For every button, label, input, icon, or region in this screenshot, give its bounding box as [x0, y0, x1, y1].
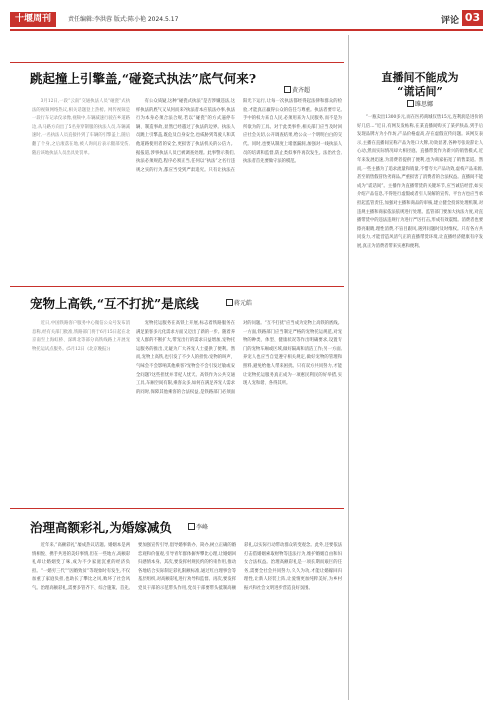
- column-divider: [348, 35, 349, 700]
- article-byline: [284, 85, 310, 94]
- sidebar-column: [357, 114, 483, 698]
- article-lead: 近日,中国铁路客户服务中心微信公众号发布消息称,经有关部门批准,铁路部门将于6月15日起在北京南至上海虹桥、深圳北等部分高铁线路上开展宠物托运试点服务。(5月12日《北京晚报》): [32, 321, 130, 352]
- article-column: [136, 320, 342, 498]
- author-marker-icon: [226, 299, 233, 306]
- article-column: [32, 98, 130, 270]
- section-name: 评论: [440, 16, 459, 26]
- page-header: [0, 0, 491, 32]
- page-number: 03: [462, 10, 483, 26]
- article-divider: [10, 62, 344, 63]
- article-author: 蒋元皓: [234, 300, 253, 307]
- article-lead: 3月12日,一段“云南”交通执法人员“碰瓷”式执法的视频网络热议,相关话题登上热榜。网传视频是一段行车记录仪录像,视频中,车辆减速行驶在乡道路边,从马路方向出了5名身穿制服的执法人员,车辆减速时,一名执法人员直接扑到了车辆的引擎盖上,随后翻了个身,之后滚落在地,被人询问后表示腿部受伤,随后该地执法人员出具处罚单。: [32, 99, 130, 156]
- article-divider: [10, 508, 344, 509]
- article-body: 近年来,“高额彩礼”屡成热议话题。婚姻本是两情相悦、携手共进的美好事情,但在一些地方,高额彩礼却让婚姻变了味,成为不少家庭沉重的经济负担。“一婚穷三代”“因婚致贫”等现象时有发生,不仅加重了家庭负担,也助长了攀比之风,败坏了社会风气。治理高额彩礼,需要多管齐下、综合施策。首先,要加强宣传引导,倡导婚事新办、简办,树立正确的婚恋观和价值观,引导青年群体摒弃攀比心理,让婚姻回归感情本身。其次,要发挥村规民约的约束作用,推动各地结合实际制定彩礼限额标准,通过红白理事会等基层组织,对高额彩礼进行劝导和监督。再次,要发挥党员干部的示范带头作用,党员干部要带头抵制高额彩礼,以实际行动带动群众转变观念。此外,还要依法打击借婚姻索取财物等违法行为,维护婚姻自由和妇女合法权益。治理高额彩礼是一项长期而艰巨的任务,需要全社会共同努力,久久为功,才能让婚嫁回归理性,让新人轻装上阵,让爱情更加纯粹美好,为乡村振兴和社会文明进步营造良好氛围。: [32, 543, 342, 591]
- article-title: 宠物上高铁,“互不打扰”是底线: [30, 296, 199, 311]
- article-author: 李峰: [196, 524, 209, 531]
- header-rule: [10, 29, 483, 31]
- article-divider: [10, 286, 344, 287]
- article-byline: [188, 522, 208, 531]
- article-title: 治理高额彩礼,为婚嫁减负: [30, 520, 172, 535]
- editor-credits: 责任编辑:李洪蓉 版式:陈小艳 2024.5.17: [68, 16, 179, 23]
- article-author: 黄齐超: [292, 87, 311, 94]
- author-marker-icon: [188, 523, 195, 530]
- article-column: [136, 98, 342, 270]
- sidebar-title-line1: 直播间不能成为: [381, 71, 459, 84]
- author-marker-icon: [407, 100, 414, 107]
- article-byline: [226, 298, 252, 307]
- article-column: [32, 320, 130, 498]
- author-marker-icon: [284, 86, 291, 93]
- article-column: [32, 542, 342, 700]
- sidebar-body: “一瓶卖出1300多元,而在医药商城仅售15元,连利润是进价的好几倍…”近日,有网友发帖称,在某直播间购买了某护肤品,到手后发现品牌方为小作坊,产品价格虚高,存在虚假宣传问题。该网友表示,主播在直播间宣称产品为进口大牌,功效显著,各种夸张说辞让人心动,然而实际情况却大相径庭。直播带货作为新兴的销售模式,近年来发展迅速,为消费者提供了便利,也为商家拓宽了销售渠道。然而,一些主播为了追求流量和销量,不惜夸大产品功效,虚构产品来源,甚至销售假冒伪劣商品,严重损害了消费者的合法权益。直播间不能成为“谎话间”。主播作为直播带货的关键环节,应当诚信经营,如实介绍产品信息,不得进行虚假或者引人误解的宣传。平台方也应当承担起监管责任,加强对主播和商品的审核,建立健全投诉处理机制,对违规主播和商家依法依规进行处理。监管部门要加大执法力度,对直播带货中的违法违规行为进行严厉打击,形成有效震慑。消费者也要擦亮眼睛,理性消费,不盲目跟风,遇到问题时及时维权。只有各方共同发力,才能营造风清气正的直播带货环境,让直播经济健康有序发展,真正为消费者带来实惠和便利。: [357, 115, 483, 249]
- newspaper-logo: 十堰周刊: [10, 12, 56, 27]
- article-body: 宠物托运服务在高铁上开展,标志着铁路服务在满足旅客多元化需求方面又迈出了新的一步。随着养宠人群的不断扩大,带宠出行的需求日益增加,宠物托运服务的推出,无疑为广大养宠人士提供了便利。然而,宠物上高铁,也引发了不少人的担忧:宠物的叫声、气味会不会影响其他乘客?宠物会不会引发过敏或安全问题?这些担忧并非杞人忧天。高铁作为公共交通工具,车厢空间有限,乘客众多,如何在满足养宠人需求的同时,保障其他乘客的合法权益,是铁路部门必须面对的问题。“互不打扰”应当成为宠物上高铁的底线。一方面,铁路部门应当制定严格的宠物托运规范,对宠物的种类、体型、健康状况等作出明确要求,设置专门的宠物车厢或区域,做好隔离和清洁工作;另一方面,养宠人也应当自觉遵守相关规定,做好宠物的管理和照料,避免给他人带来困扰。只有双方共同努力,才能让宠物托运服务真正成为一项惠民利民的好举措,实现人宠和谐、各得其所。: [136, 321, 342, 395]
- sidebar-author: 雎思娜: [414, 101, 433, 108]
- article-title: 跳起撞上引擎盖,“碰瓷式执法”底气何来?: [30, 71, 257, 86]
- sidebar-byline: [355, 99, 485, 108]
- article-body: 有公众质疑,这种“碰瓷式执法”是否涉嫌违法,这样执法的底气又从何而来?执法者本应依法办事,执法行为本身必须合法合规,若以“碰瓷”的方式逼停车辆、制造事故,显然已经越过了执法的边界。执法人员跳上引擎盖,既危及自身安全,也威胁到驾驶人和其他道路使用者的安全,更损害了执法机关的公信力。据报道,涉事执法人员已被调查处理。此事警示我们,执法必须规范,程序必须正当,任何以“执法”之名行违规之实的行为,都应当受到严肃追究。只有让执法在阳光下运行,让每一次执法都经得起法律和群众的检验,才能真正赢得公众的信任与尊重。执法者要牢记,手中的权力来自人民,必须用来为人民服务,而不是为所欲为的工具。对于此类事件,相关部门应当及时回应社会关切,公开调查结果,给公众一个明明白白的交代。同时,也要从制度上堵塞漏洞,加强对一线执法人员的培训和监督,防止类似事件再次发生。法治社会,执法者首先要做守法的模范。: [136, 99, 342, 173]
- sidebar-title-line2: “谎话间”: [397, 85, 443, 98]
